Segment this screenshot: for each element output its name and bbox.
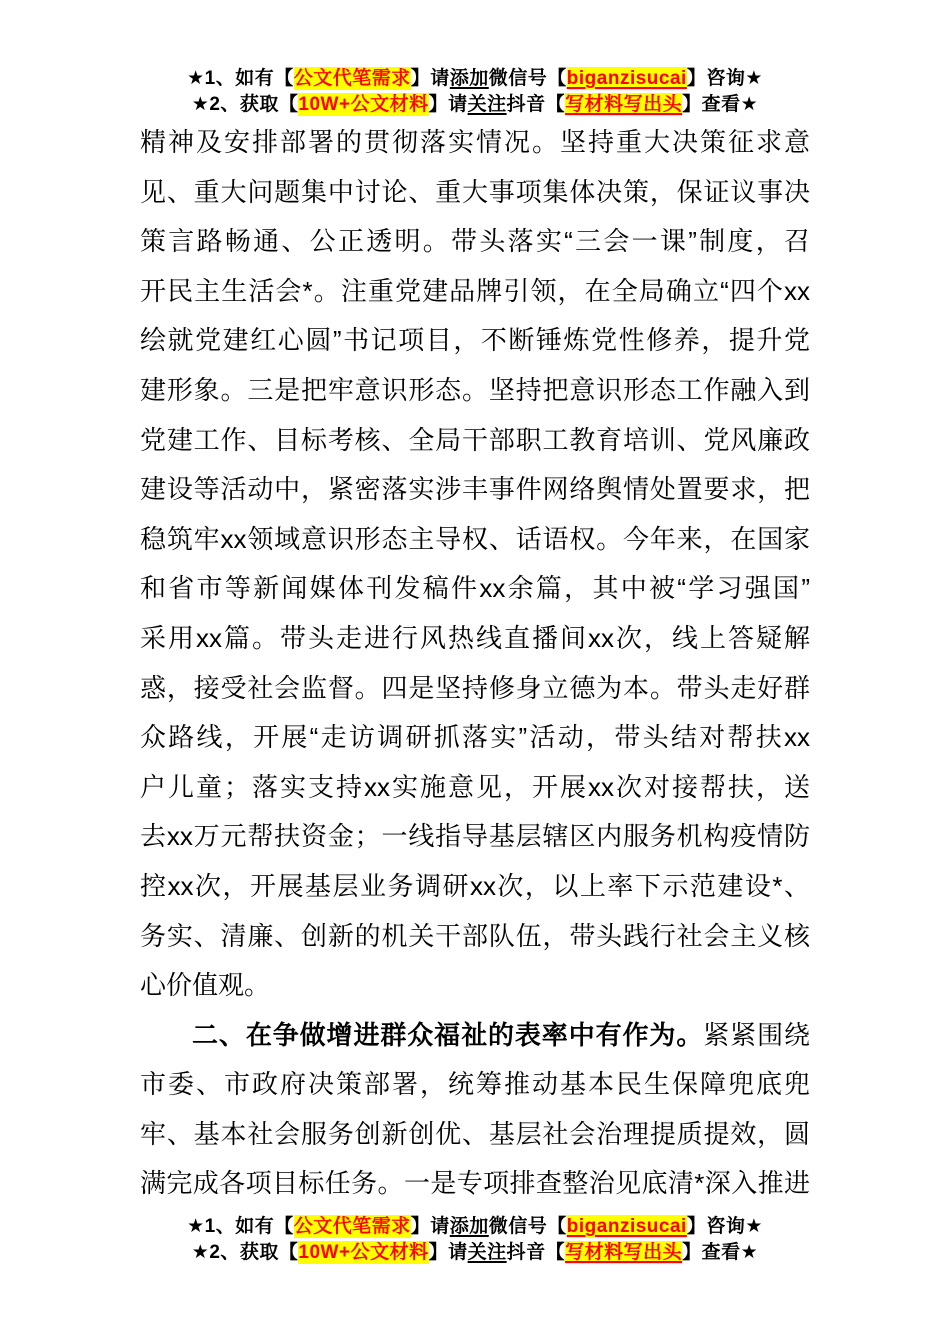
- body-line: [140, 564, 810, 614]
- body-text: 和省市等新闻媒体刊发稿件xx余篇，其中被“学习强国”: [140, 573, 810, 604]
- body-line: [140, 862, 810, 912]
- promo-header-line2: [0, 92, 950, 118]
- body-text: 紧紧围绕: [703, 1019, 810, 1050]
- body-text: 采用xx篇。带头走进行风热线直播间xx次，线上答疑解: [140, 622, 810, 653]
- body-text: 策言路畅通、公正透明。带头落实“三会一课”制度，召: [140, 226, 810, 257]
- body-line: [140, 217, 810, 267]
- body-text: 满完成各项目标任务。一是专项排查整治见底清*深入推进: [140, 1168, 810, 1199]
- body-text: 众路线，开展“走访调研抓落实”活动，带头结对帮扶xx: [140, 722, 810, 753]
- promo-text-segment-plain: 】请: [428, 1242, 468, 1263]
- body-line: [140, 168, 810, 218]
- promo-footer-line2: [0, 1240, 950, 1266]
- promo-text-segment-red-highlight: 10W+公文材料: [298, 1242, 429, 1263]
- body-text: 绘就党建红心圆”书记项目，不断锤炼党性修养，提升党: [140, 325, 810, 356]
- body-line: [140, 316, 810, 366]
- body-line: [140, 763, 810, 813]
- promo-text-segment-plain: ★2、获取【: [191, 94, 299, 115]
- body-text: 建形象。三是把牢意识形态。坚持把意识形态工作融入到: [140, 374, 810, 405]
- promo-text-segment-underline: 添加: [449, 68, 489, 89]
- promo-text-segment-plain: 微信号【: [488, 1216, 567, 1237]
- body-text: 精神及安排部署的贯彻落实情况。坚持重大决策征求意: [140, 127, 810, 157]
- body-text: 心价值观。: [140, 970, 271, 1001]
- promo-text-segment-plain: 】咨询★: [686, 68, 763, 89]
- body-text: 去xx万元帮扶资金；一线指导基层辖区内服务机构疫情防: [140, 821, 810, 852]
- body-text: 开民主生活会*。注重党建品牌引领，在全局确立“四个xx: [140, 275, 810, 306]
- promo-footer-line1: [0, 1214, 950, 1240]
- body-line: [140, 515, 810, 565]
- body-line: [140, 118, 810, 168]
- document-body: [140, 118, 810, 1209]
- promo-text-segment-underline: 关注: [467, 1242, 507, 1263]
- promo-text-segment-plain: 抖音【: [506, 1242, 566, 1263]
- body-text: 党建工作、目标考核、全局干部职工教育培训、党风廉政: [140, 424, 810, 455]
- promo-text-segment-plain: 】咨询★: [686, 1216, 763, 1237]
- body-text: 市委、市政府决策部署，统筹推动基本民生保障兜底兜: [140, 1069, 810, 1100]
- promo-text-segment-red-highlight-underline: biganzisucai: [566, 1216, 687, 1237]
- body-line: [140, 1110, 810, 1160]
- promo-text-segment-underline: 添加: [449, 1216, 489, 1237]
- body-text: 惑，接受社会监督。四是坚持修身立德为本。带头走好群: [140, 672, 810, 703]
- body-text: 牢、基本社会服务创新创优、基层社会治理提质提效，圆: [140, 1118, 810, 1149]
- promo-text-segment-plain: 】查看★: [682, 94, 759, 115]
- body-text: 见、重大问题集中讨论、重大事项集体决策，保证议事决: [140, 176, 810, 207]
- promo-text-segment-plain: ★2、获取【: [191, 1242, 299, 1263]
- body-line: [140, 664, 810, 714]
- body-line: [140, 812, 810, 862]
- promo-text-segment-plain: 】请: [410, 68, 450, 89]
- body-line: [140, 1060, 810, 1110]
- body-line: [140, 416, 810, 466]
- body-text: 建设等活动中，紧密落实涉丰事件网络舆情处置要求，把: [140, 474, 810, 505]
- body-line: [140, 465, 810, 515]
- promo-text-segment-plain: 】查看★: [682, 1242, 759, 1263]
- body-text: 户儿童；落实支持xx实施意见，开展xx次对接帮扶，送: [140, 771, 810, 802]
- promo-text-segment-plain: ★1、如有【: [187, 1216, 294, 1237]
- promo-text-segment-plain: ★1、如有【: [187, 68, 294, 89]
- promo-text-segment-red-highlight: 10W+公文材料: [298, 94, 429, 115]
- body-line: [140, 961, 810, 1011]
- promo-text-segment-red-highlight: 公文代笔需求: [293, 1216, 411, 1237]
- promo-text-segment-plain: 】请: [428, 94, 468, 115]
- promo-text-segment-red-highlight-underline: 写材料写出头: [565, 1242, 683, 1263]
- promo-header: [0, 66, 950, 118]
- body-line: [140, 366, 810, 416]
- promo-header-line1: [0, 66, 950, 92]
- promo-text-segment-plain: 】请: [410, 1216, 450, 1237]
- promo-footer: [0, 1214, 950, 1266]
- body-line: [140, 1159, 810, 1209]
- promo-text-segment-underline: 关注: [467, 94, 507, 115]
- body-line: [140, 1011, 810, 1061]
- body-text: 务实、清廉、创新的机关干部队伍，带头践行社会主义核: [140, 920, 810, 951]
- body-line: [140, 614, 810, 664]
- body-text: 控xx次，开展基层业务调研xx次，以上率下示范建设*、: [140, 870, 810, 901]
- promo-text-segment-red-highlight: 公文代笔需求: [293, 68, 411, 89]
- body-text: 稳筑牢xx领域意识形态主导权、话语权。今年来，在国家: [140, 523, 810, 554]
- section-heading-text: 二、在争做增进群众福祉的表率中有作为。: [192, 1019, 704, 1050]
- body-line: [140, 713, 810, 763]
- promo-text-segment-plain: 抖音【: [506, 94, 566, 115]
- promo-text-segment-red-highlight-underline: biganzisucai: [566, 68, 687, 89]
- promo-text-segment-plain: 微信号【: [488, 68, 567, 89]
- promo-text-segment-red-highlight-underline: 写材料写出头: [565, 94, 683, 115]
- body-line: [140, 912, 810, 962]
- body-line: [140, 267, 810, 317]
